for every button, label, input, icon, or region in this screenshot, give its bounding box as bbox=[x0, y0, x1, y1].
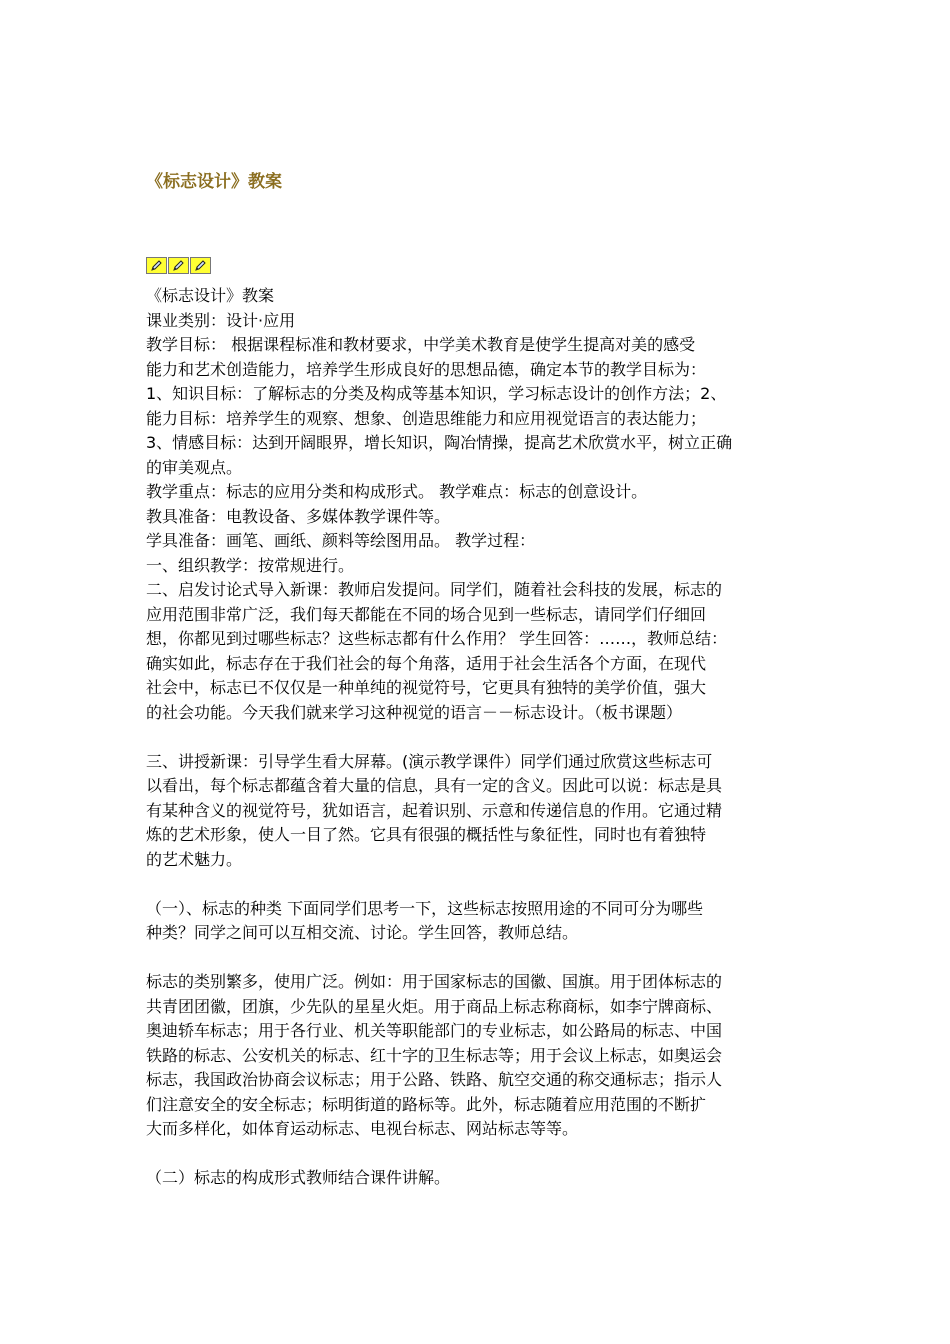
icon-row bbox=[146, 257, 211, 274]
text-line: 能力目标：培养学生的观察、想象、创造思维能力和应用视觉语言的表达能力； bbox=[146, 408, 707, 428]
blank-line bbox=[146, 1142, 826, 1167]
text-line: 3、情感目标：达到开阔眼界，增长知识，陶冶情操，提高艺术欣赏水平，树立正确 bbox=[146, 433, 733, 452]
text-line: 奥迪轿车标志；用于各行业、机关等职能部门的专业标志，如公路局的标志、中国 bbox=[146, 1021, 723, 1040]
text-line: 炼的艺术形象，使人一目了然。它具有很强的概括性与象征性，同时也有着独特 bbox=[146, 825, 707, 844]
text-line: 三、讲授新课：引导学生看大屏幕。(演示教学课件）同学们通过欣赏这些标志可 bbox=[146, 751, 713, 771]
page-title: 《标志设计》教案 bbox=[146, 172, 282, 192]
text-line: 想，你都见到过哪些标志？这些标志都有什么作用？ 学生回答：……，教师总结： bbox=[146, 629, 728, 648]
text-line: 确实如此，标志存在于我们社会的每个角落，适用于社会生活各个方面，在现代 bbox=[146, 653, 707, 673]
text-line: 有某种含义的视觉符号，犹如语言，起着识别、示意和传递信息的作用。它通过精 bbox=[146, 800, 723, 820]
pencil-icon bbox=[146, 257, 167, 274]
text-line: 一、组织教学：按常规进行。 bbox=[146, 555, 355, 575]
text-line: 二、启发讨论式导入新课：教师启发提问。同学们，随着社会科技的发展，标志的 bbox=[146, 580, 723, 599]
text-line: 能力和艺术创造能力，培养学生形成良好的思想品德，确定本节的教学目标为： bbox=[146, 359, 707, 379]
text-line: 共青团团徽，团旗，少先队的星星火炬。用于商品上标志称商标，如李宁牌商标、 bbox=[146, 996, 723, 1016]
text-line: 们注意安全的安全标志；标明街道的路标等。此外，标志随着应用范围的不断扩 bbox=[146, 1094, 707, 1114]
pencil-icon bbox=[168, 257, 189, 274]
text-line: 以看出，每个标志都蕴含着大量的信息，具有一定的含义。因此可以说：标志是具 bbox=[146, 776, 723, 795]
text-line: 铁路的标志、公安机关的标志、红十字的卫生标志等；用于会议上标志，如奥运会 bbox=[146, 1045, 723, 1065]
text-line: 的审美观点。 bbox=[146, 457, 243, 477]
text-line: 种类？同学之间可以互相交流、讨论。学生回答，教师总结。 bbox=[146, 923, 579, 942]
lesson-plan-body bbox=[146, 284, 826, 1191]
text-line: 《标志设计》教案 bbox=[146, 286, 275, 305]
text-line: 教具准备：电教设备、多媒体教学课件等。 bbox=[146, 506, 451, 526]
blank-line bbox=[146, 946, 826, 971]
pencil-icon bbox=[190, 257, 211, 274]
text-line: 标志的类别繁多，使用广泛。例如：用于国家标志的国徽、国旗。用于团体标志的 bbox=[146, 972, 723, 991]
text-line: 课业类别：设计·应用 bbox=[146, 310, 296, 330]
blank-line bbox=[146, 872, 826, 897]
text-line: 大而多样化，如体育运动标志、电视台标志、网站标志等等。 bbox=[146, 1119, 579, 1138]
text-line: 教学目标： 根据课程标准和教材要求，中学美术教育是使学生提高对美的感受 bbox=[146, 335, 696, 354]
text-line: 教学重点：标志的应用分类和构成形式。 教学难点：标志的创意设计。 bbox=[146, 482, 648, 501]
text-line: （一）、标志的种类 下面同学们思考一下，这些标志按照用途的不同可分为哪些 bbox=[146, 898, 704, 918]
text-line: （二）标志的构成形式教师结合课件讲解。 bbox=[146, 1168, 451, 1187]
text-line: 社会中，标志已不仅仅是一种单纯的视觉符号，它更具有独特的美学价值，强大 bbox=[146, 678, 707, 697]
text-line: 应用范围非常广泛，我们每天都能在不同的场合见到一些标志，请同学们仔细回 bbox=[146, 604, 707, 624]
text-line: 的社会功能。今天我们就来学习这种视觉的语言－－标志设计。（板书课题） bbox=[146, 702, 683, 722]
blank-line bbox=[146, 725, 826, 750]
text-line: 标志，我国政治协商会议标志；用于公路、铁路、航空交通的称交通标志；指示人 bbox=[146, 1070, 723, 1089]
text-line: 学具准备：画笔、画纸、颜料等绘图用品。 教学过程： bbox=[146, 531, 536, 550]
text-line: 的艺术魅力。 bbox=[146, 849, 243, 869]
text-line: 1、知识目标：了解标志的分类及构成等基本知识，学习标志设计的创作方法；2、 bbox=[146, 384, 727, 403]
